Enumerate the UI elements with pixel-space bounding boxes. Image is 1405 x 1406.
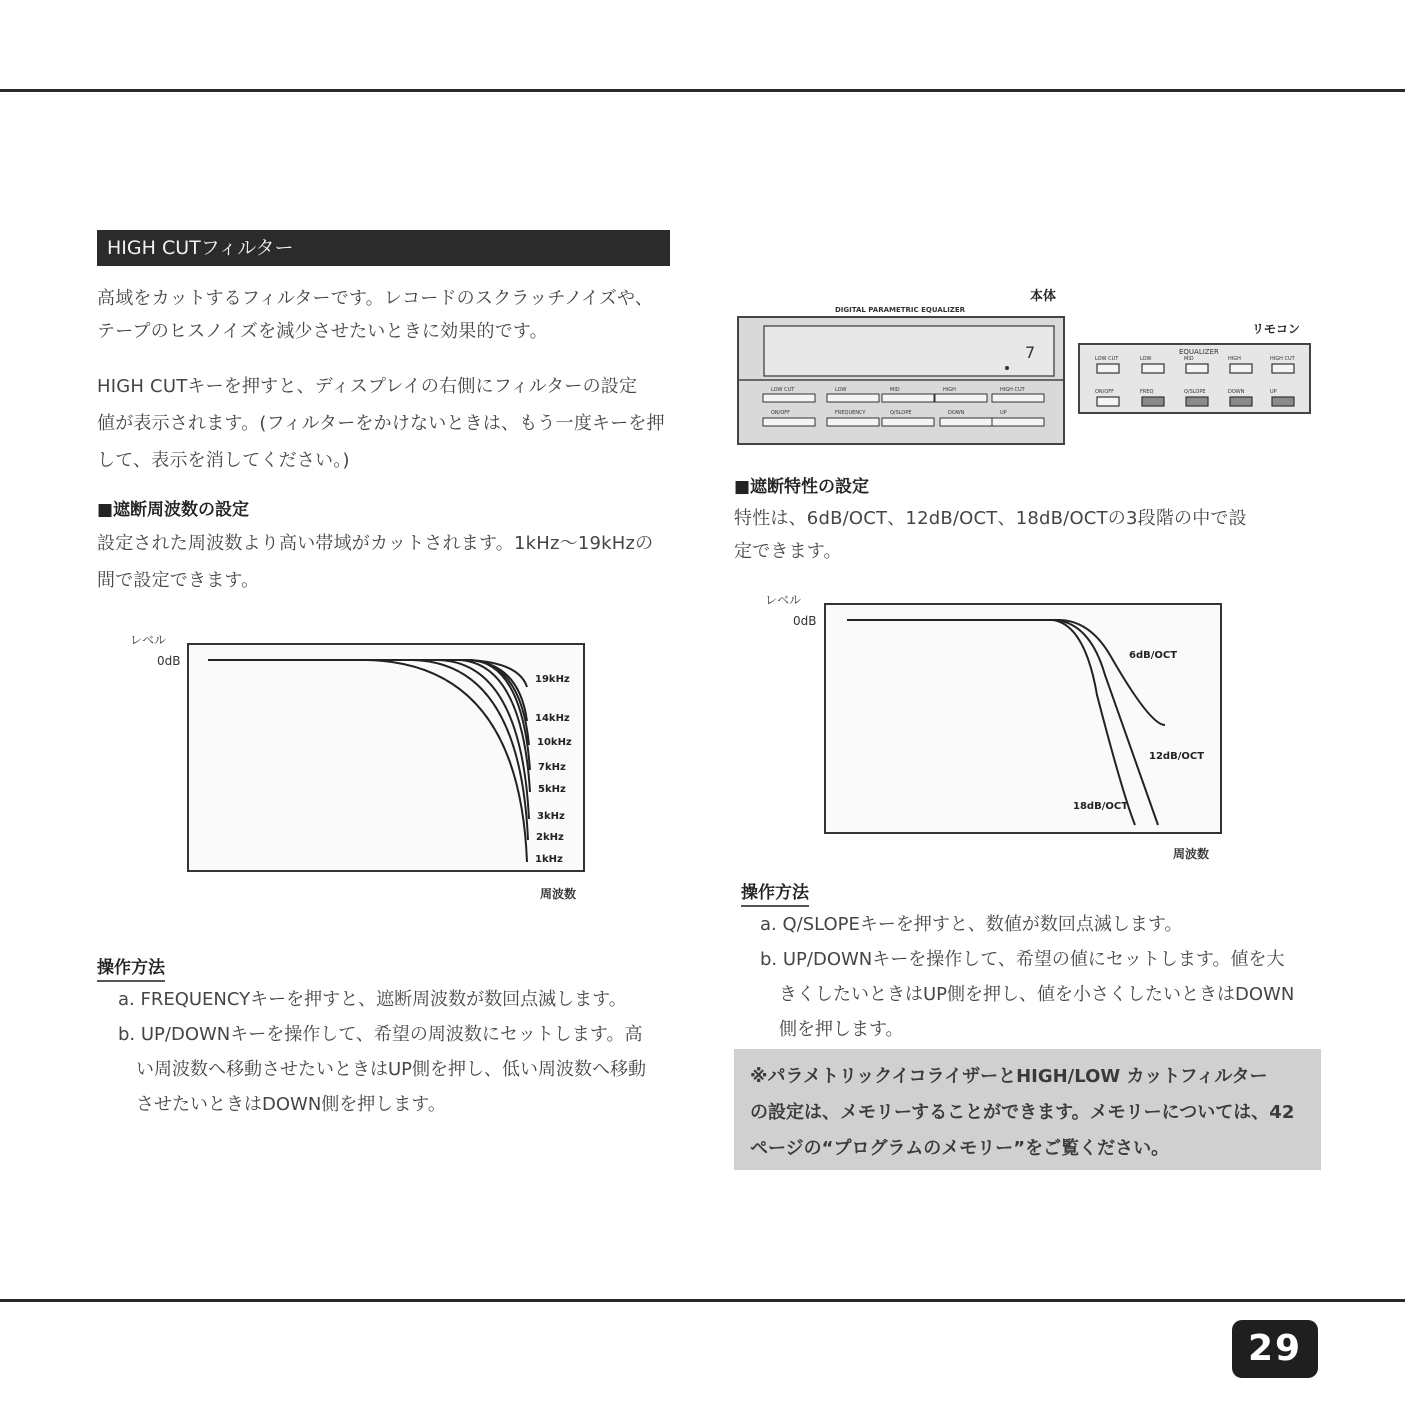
device-label: 本体 — [1030, 289, 1057, 304]
panel-button-top-4 — [992, 394, 1044, 402]
remote-label-top-2: MID — [1184, 356, 1194, 362]
remote-label-top-3: HIGH — [1228, 356, 1241, 362]
panel-button-top-3 — [935, 394, 987, 402]
panel-label-top-2: MID — [890, 387, 900, 393]
panel-button-bottom-1 — [827, 418, 879, 426]
section-title: HIGH CUTフィルター — [97, 230, 670, 266]
panel-label-top-4: HIGH CUT — [1000, 387, 1025, 393]
remote-button-top-4 — [1272, 364, 1294, 373]
cutoff-text: 設定された周波数より高い帯域がカットされます。1kHz〜19kHzの 間で設定できます。 — [97, 533, 654, 591]
remote-label-bottom-3: DOWN — [1228, 389, 1245, 395]
chart2-xlabel: 周波数 — [1173, 847, 1210, 861]
remote-button-bottom-3 — [1230, 397, 1252, 406]
chart1-label-5kHz: 5kHz — [538, 784, 566, 795]
chart2-ytick: 0dB — [793, 614, 817, 628]
chart1-label-19kHz: 19kHz — [535, 674, 570, 685]
remote-button-bottom-2 — [1186, 397, 1208, 406]
chart2-ylabel: レベル — [765, 593, 802, 607]
highcut-chart — [120, 625, 600, 910]
chart1-label-14kHz: 14kHz — [535, 713, 570, 724]
remote-label-top-4: HIGH CUT — [1270, 356, 1295, 362]
panel-label-top-0: LOW CUT — [771, 387, 795, 393]
panel-label-bottom-1: FREQUENCY — [835, 410, 866, 416]
panel-button-bottom-0 — [763, 418, 815, 426]
device-brand: DIGITAL PARAMETRIC EQUALIZER — [835, 306, 966, 314]
panel-button-top-2 — [882, 394, 934, 402]
top-rule — [0, 89, 1405, 92]
page-number: 29 — [1232, 1320, 1318, 1378]
remote-panel — [1078, 343, 1312, 415]
remote-button-bottom-0 — [1097, 397, 1119, 406]
remote-label-bottom-4: UP — [1270, 389, 1277, 395]
chart1-xlabel: 周波数 — [540, 887, 577, 901]
panel-button-top-0 — [763, 394, 815, 402]
chart1-ylabel: レベル — [130, 633, 167, 647]
chart2-label-12: 12dB/OCT — [1149, 751, 1205, 762]
panel-label-bottom-3: DOWN — [948, 410, 965, 416]
remote-group-label: EQUALIZER — [1179, 348, 1219, 356]
ops-list-left: a. FREQUENCYキーを押すと、遮断周波数が数回点滅します。 b. UP/DOWNキーを操作して、希望の周波数にセットします。高 い周波数へ移動させたいときはUP側を押し、低い周波数へ移動 させたいときはDOWN側を押します。 — [118, 989, 647, 1115]
chart2-label-18: 18dB/OCT — [1073, 801, 1129, 812]
panel-button-bottom-2 — [882, 418, 934, 426]
panel-button-bottom-3 — [940, 418, 992, 426]
chart1-label-2kHz: 2kHz — [536, 832, 564, 843]
remote-button-top-2 — [1186, 364, 1208, 373]
chart1-label-7kHz: 7kHz — [538, 762, 566, 773]
remote-label: リモコン — [1252, 322, 1301, 336]
remote-button-top-0 — [1097, 364, 1119, 373]
remote-label-bottom-1: FREQ — [1140, 389, 1154, 395]
remote-button-bottom-4 — [1272, 397, 1294, 406]
memory-note: ※パラメトリックイコライザーとHIGH/LOW カットフィルター の設定は、メモリーすることができます。メモリーについては、42 ページの“プログラムのメモリー”をご覧ください。 — [734, 1049, 1321, 1170]
chart1-ytick: 0dB — [157, 654, 181, 668]
chart1-label-1kHz: 1kHz — [535, 854, 563, 865]
ops-list-right: a. Q/SLOPEキーを押すと、数値が数回点滅します。 b. UP/DOWNキーを操作して、希望の値にセットします。値を大 きくしたいときはUP側を押し、値を小さくしたいときはDOWN 側を押します。 — [760, 914, 1295, 1040]
panel-button-top-1 — [827, 394, 879, 402]
remote-label-bottom-2: Q/SLOPE — [1184, 389, 1206, 395]
bottom-rule — [0, 1299, 1405, 1302]
slope-text: 特性は、6dB/OCT、12dB/OCT、18dB/OCTの3段階の中で設 定できます。 — [734, 508, 1247, 562]
desc-text: HIGH CUTキーを押すと、ディスプレイの右側にフィルターの設定 値が表示されます。(フィルターをかけないときは、もう一度キーを押 して、表示を消してください。) — [97, 376, 665, 471]
panel-label-top-1: LOW — [835, 387, 847, 393]
chart1-label-3kHz: 3kHz — [537, 811, 565, 822]
intro-text: 高域をカットするフィルターです。レコードのスクラッチノイズや、 テープのヒスノイズを減少させたいときに効果的です。 — [97, 288, 654, 342]
panel-button-bottom-4 — [992, 418, 1044, 426]
device-display — [764, 326, 1054, 376]
chart1-label-10kHz: 10kHz — [537, 737, 572, 748]
panel-label-bottom-2: Q/SLOPE — [890, 410, 912, 416]
remote-button-top-1 — [1142, 364, 1164, 373]
remote-button-bottom-1 — [1142, 397, 1164, 406]
cutoff-heading: ■遮断周波数の設定 — [97, 500, 250, 520]
chart2-label-6: 6dB/OCT — [1129, 650, 1178, 661]
slope-chart — [755, 585, 1235, 870]
chart2-frame — [825, 604, 1221, 833]
remote-label-bottom-0: ON/OFF — [1095, 389, 1115, 395]
panel-label-bottom-4: UP — [1000, 410, 1007, 416]
slope-heading: ■遮断特性の設定 — [734, 477, 870, 497]
remote-button-top-3 — [1230, 364, 1252, 373]
remote-label-top-0: LOW CUT — [1095, 356, 1119, 362]
device-panel — [730, 300, 1070, 448]
panel-label-top-3: HIGH — [943, 387, 956, 393]
ops-heading-left: 操作方法 — [97, 953, 165, 982]
remote-label-top-1: LOW — [1140, 356, 1152, 362]
ops-heading-right: 操作方法 — [741, 878, 809, 907]
display-value: 7 — [1025, 343, 1036, 362]
panel-label-bottom-0: ON/OFF — [771, 410, 791, 416]
